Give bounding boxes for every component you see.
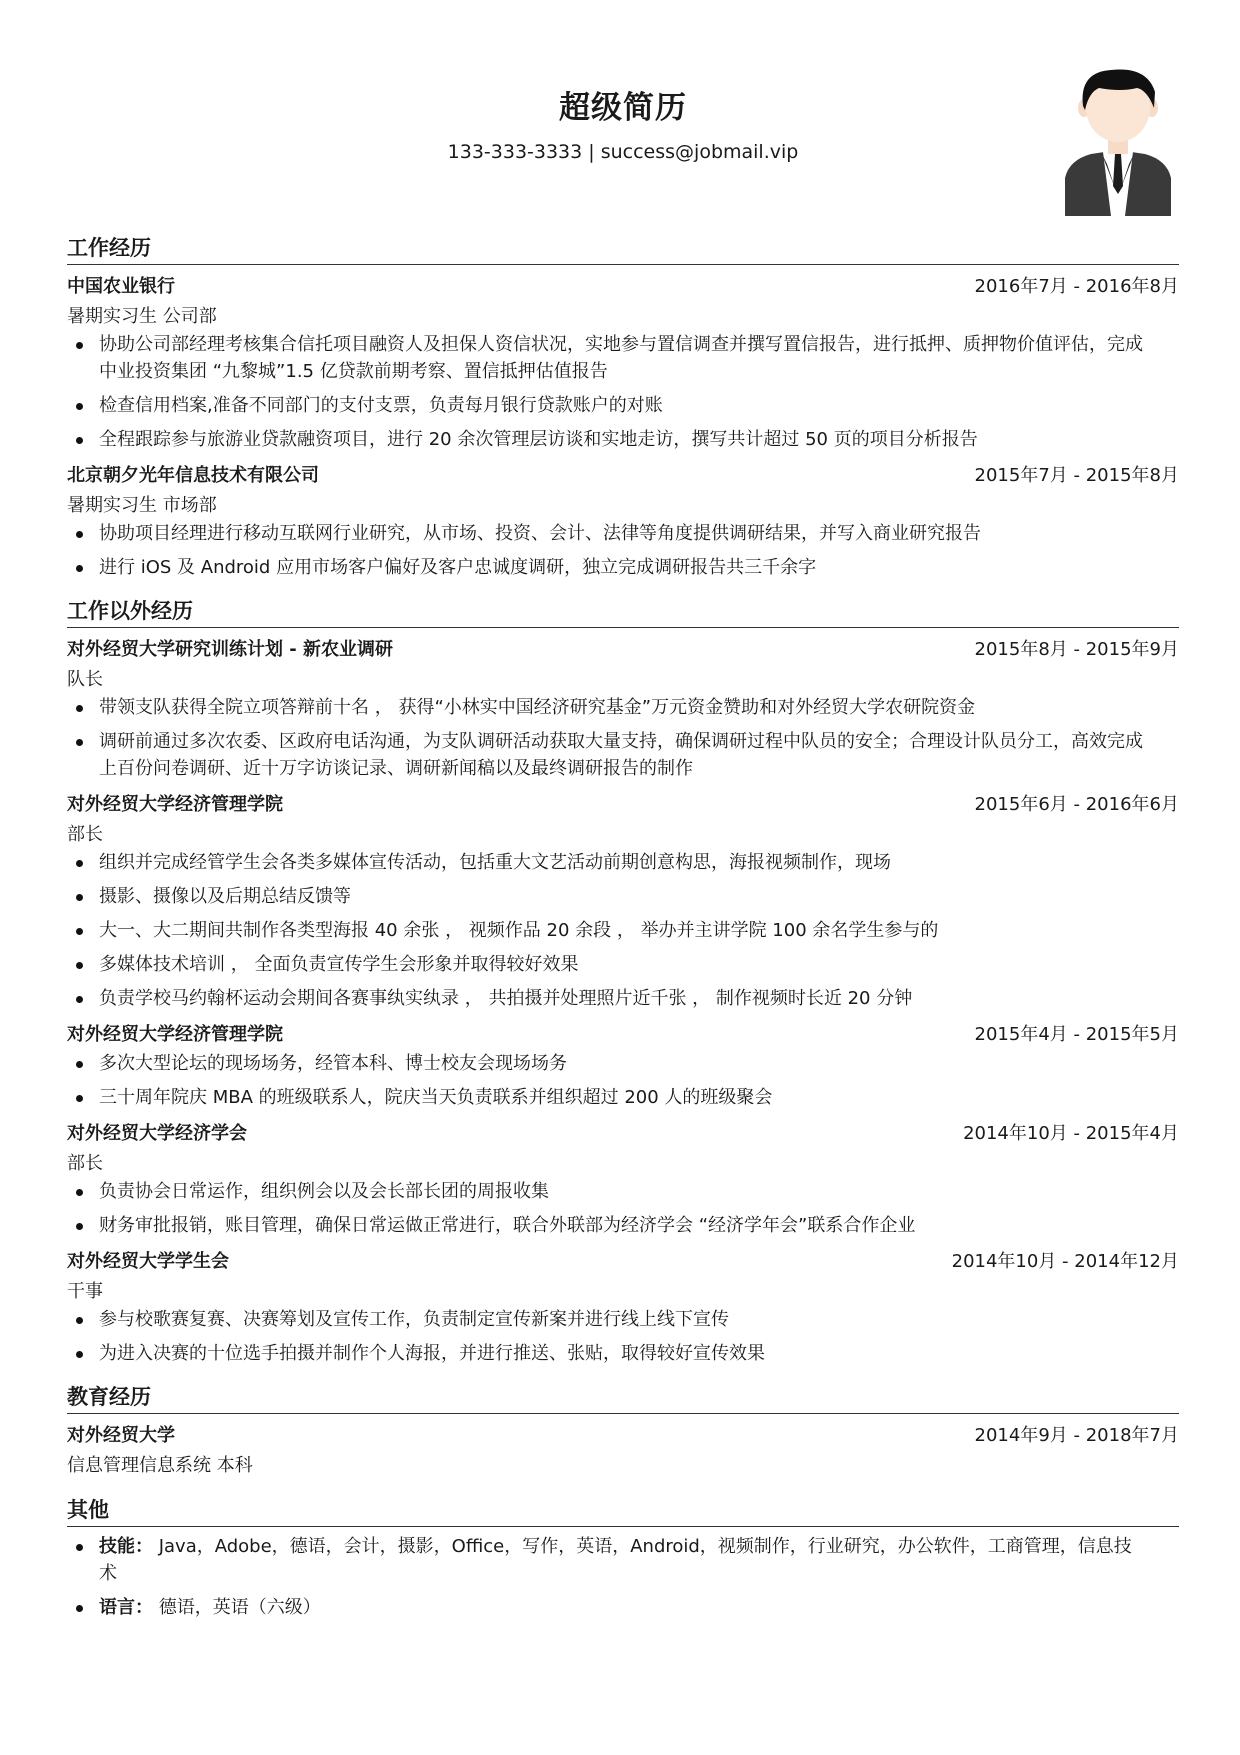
resume-page — [67, 0, 1179, 1755]
entry-org: 对外经贸大学经济学会 — [67, 1123, 247, 1144]
entry-date: 2014年10月 - 2014年12月 — [951, 1251, 1179, 1272]
entry-role: 部长 — [67, 1153, 103, 1174]
entry-org: 对外经贸大学经济管理学院 — [67, 794, 283, 815]
entry-econ-school-2 — [67, 1019, 1179, 1111]
entry-date: 2015年6月 - 2016年6月 — [974, 794, 1179, 815]
entry-zhaoxi — [67, 460, 1179, 581]
entry-org: 对外经贸大学学生会 — [67, 1251, 229, 1272]
entry-econ-school-1 — [67, 789, 1179, 1012]
resume-content — [67, 232, 1179, 1628]
entry-econ-society — [67, 1118, 1179, 1239]
entry-role: 部长 — [67, 824, 103, 845]
skills-label: 技能： — [99, 1536, 153, 1557]
list-item: 进行 iOS 及 Android 应用市场客户偏好及客户忠诚度调研，独立完成调研报告共三千余字 — [67, 554, 1179, 581]
list-item: 检查信用档案,准备不同部门的支付支票，负责每月银行贷款账户的对账 — [67, 392, 1179, 419]
contact-info: 133-333-3333 | success@jobmail.vip — [447, 141, 799, 163]
list-item: 三十周年院庆 MBA 的班级联系人，院庆当天负责联系并组织超过 200 人的班级聚会 — [67, 1084, 1179, 1111]
list-item: 财务审批报销，账目管理，确保日常运做正常进行，联合外联部为经济学会 “经济学年会”联系合作企业 — [67, 1212, 1179, 1239]
entry-date: 2015年8月 - 2015年9月 — [974, 639, 1179, 660]
entry-role: 暑期实习生 公司部 — [67, 306, 217, 327]
entry-role: 信息管理信息系统 本科 — [67, 1455, 253, 1476]
entry-org: 北京朝夕光年信息技术有限公司 — [67, 465, 319, 486]
section-heading-extracurricular: 工作以外经历 — [67, 595, 1179, 628]
entry-date: 2015年4月 - 2015年5月 — [974, 1024, 1179, 1045]
entry-date: 2014年9月 - 2018年7月 — [974, 1425, 1179, 1446]
skills-item — [67, 1533, 1179, 1587]
list-item: 为进入决赛的十位选手拍摄并制作个人海报，并进行推送、张贴，取得较好宣传效果 — [67, 1340, 1179, 1367]
list-item: 协助公司部经理考核集合信托项目融资人及担保人资信状况，实地参与置信调查并撰写置信报告，进行抵押、质押物价值评估，完成中业投资集团 “九黎城”1.5 亿贷款前期考察、置信抵押估值报告 — [67, 331, 1179, 385]
entry-date: 2016年7月 - 2016年8月 — [974, 276, 1179, 297]
languages-value: 德语，英语（六级） — [153, 1597, 321, 1618]
entry-org: 中国农业银行 — [67, 276, 175, 297]
entry-research-program — [67, 634, 1179, 782]
list-item: 负责协会日常运作，组织例会以及会长部长团的周报收集 — [67, 1178, 1179, 1205]
section-heading-education: 教育经历 — [67, 1381, 1179, 1414]
list-item: 带领支队获得全院立项答辩前十名 ， 获得“小林实中国经济研究基金”万元资金赞助和对外经贸大学农研院资金 — [67, 694, 1179, 721]
entry-role: 干事 — [67, 1281, 103, 1302]
list-item: 摄影、摄像以及后期总结反馈等 — [67, 883, 1179, 910]
avatar-illustration — [1061, 66, 1175, 216]
skills-value: Java，Adobe，德语，会计，摄影，Office，写作，英语，Android，视频制作，行业研究，办公软件，工商管理，信息技术 — [99, 1536, 1132, 1584]
entry-org: 对外经贸大学 — [67, 1425, 175, 1446]
resume-title: 超级简历 — [559, 90, 687, 126]
entry-org: 对外经贸大学研究训练计划 - 新农业调研 — [67, 639, 394, 660]
entry-org: 对外经贸大学经济管理学院 — [67, 1024, 283, 1045]
list-item: 协助项目经理进行移动互联网行业研究，从市场、投资、会计、法律等角度提供调研结果，并写入商业研究报告 — [67, 520, 1179, 547]
section-heading-other: 其他 — [67, 1494, 1179, 1527]
list-item: 负责学校马约翰杯运动会期间各赛事纨实纨录 ， 共拍摄并处理照片近千张 ， 制作视频时长近 20 分钟 — [67, 985, 1179, 1012]
list-item: 全程跟踪参与旅游业贷款融资项目，进行 20 余次管理层访谈和实地走访，撰写共计超过 50 页的项目分析报告 — [67, 426, 1179, 453]
entry-education — [67, 1420, 1179, 1480]
list-item: 多次大型论坛的现场场务，经管本科、博士校友会现场场务 — [67, 1050, 1179, 1077]
entry-abc-bank — [67, 271, 1179, 453]
section-heading-work: 工作经历 — [67, 232, 1179, 265]
list-item: 多媒体技术培训 ， 全面负责宣传学生会形象并取得较好效果 — [67, 951, 1179, 978]
languages-label: 语言： — [99, 1597, 153, 1618]
entry-date: 2015年7月 - 2015年8月 — [974, 465, 1179, 486]
entry-role: 队长 — [67, 669, 103, 690]
languages-item — [67, 1594, 1179, 1621]
entry-role: 暑期实习生 市场部 — [67, 495, 217, 516]
list-item: 参与校歌赛复赛、决赛筹划及宣传工作，负责制定宣传新案并进行线上线下宣传 — [67, 1306, 1179, 1333]
person-avatar-icon — [1061, 66, 1175, 216]
entry-date: 2014年10月 - 2015年4月 — [963, 1123, 1179, 1144]
list-item: 大一、大二期间共制作各类型海报 40 余张 ， 视频作品 20 余段 ， 举办并主讲学院 100 余名学生参与的 — [67, 917, 1179, 944]
list-item: 组织并完成经管学生会各类多媒体宣传活动，包括重大文艺活动前期创意构思，海报视频制作，现场 — [67, 849, 1179, 876]
list-item: 调研前通过多次农委、区政府电话沟通，为支队调研活动获取大量支持，确保调研过程中队员的安全；合理设计队员分工，高效完成上百份问卷调研、近十万字访谈记录、调研新闻稿以及最终调研报告的制作 — [67, 728, 1179, 782]
entry-student-union — [67, 1246, 1179, 1367]
